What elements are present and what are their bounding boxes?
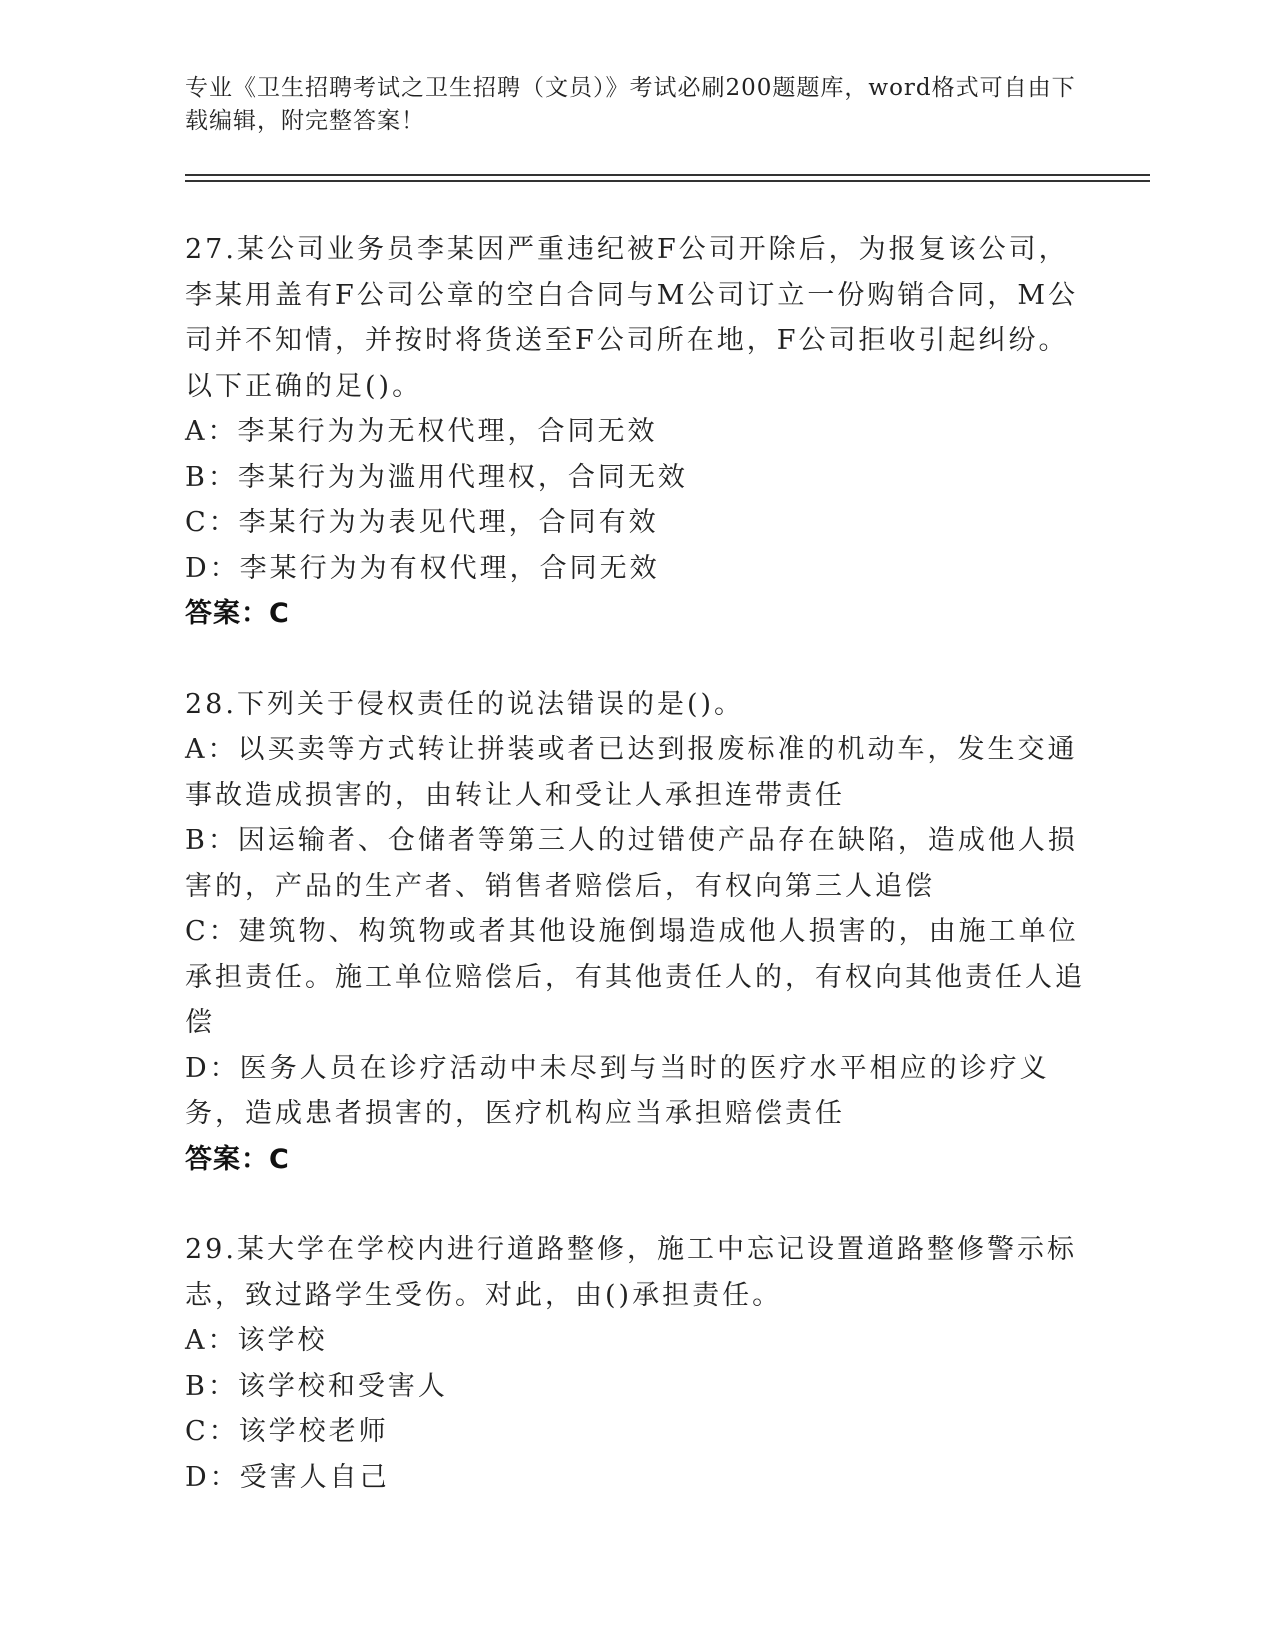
document-header: 专业《卫生招聘考试之卫生招聘（文员）》考试必刷200题题库，word格式可自由下载编辑，附完整答案！ — [185, 75, 1076, 134]
option-b: B：因运输者、仓储者等第三人的过错使产品存在缺陷，造成他人损害的，产品的生产者、销售者赔偿后，有权向第三人追偿 — [185, 825, 1078, 902]
option-a: A：李某行为为无权代理，合同无效 — [185, 416, 658, 447]
option-a: A：以买卖等方式转让拼装或者已达到报废标准的机动车，发生交通事故造成损害的，由转让人和受让人承担连带责任 — [185, 734, 1078, 811]
question-29 — [185, 1227, 1085, 1500]
question-text: 29.某大学在学校内进行道路整修，施工中忘记设置道路整修警示标志，致过路学生受伤。对此，由()承担责任。 — [185, 1234, 1077, 1311]
option-c: C：建筑物、构筑物或者其他设施倒塌造成他人损害的，由施工单位承担责任。施工单位赔偿后，有其他责任人的，有权向其他责任人追偿 — [185, 916, 1085, 1038]
answer-line: 答案：C — [185, 1143, 290, 1175]
question-28 — [185, 682, 1085, 1183]
option-d: D：李某行为为有权代理，合同无效 — [185, 552, 660, 584]
answer-line: 答案：C — [185, 598, 290, 629]
question-spacer — [185, 1182, 1085, 1227]
option-d: D：受害人自己 — [185, 1461, 390, 1493]
header-divider-top — [185, 174, 1150, 176]
question-27 — [185, 227, 1085, 637]
option-a: A：该学校 — [185, 1325, 328, 1356]
option-c: C：该学校老师 — [185, 1416, 389, 1447]
question-list — [185, 227, 1085, 1500]
option-b: B：该学校和受害人 — [185, 1370, 448, 1402]
option-b: B：李某行为为滥用代理权，合同无效 — [185, 461, 688, 493]
question-text: 28.下列关于侵权责任的说法错误的是()。 — [185, 688, 745, 720]
question-spacer — [185, 637, 1085, 682]
header-divider-bottom — [185, 180, 1150, 182]
option-c: C：李某行为为表见代理，合同有效 — [185, 507, 659, 538]
question-text: 27.某公司业务员李某因严重违纪被F公司开除后，为报复该公司，李某用盖有F公司公章的空白合同与M公司订立一份购销合同，M公司并不知情，并按时将货送至F公司所在地，F公司拒收引起纠纷。以下正确的足()。 — [185, 234, 1079, 402]
option-d: D：医务人员在诊疗活动中未尽到与当时的医疗水平相应的诊疗义务，造成患者损害的，医疗机构应当承担赔偿责任 — [185, 1052, 1050, 1129]
